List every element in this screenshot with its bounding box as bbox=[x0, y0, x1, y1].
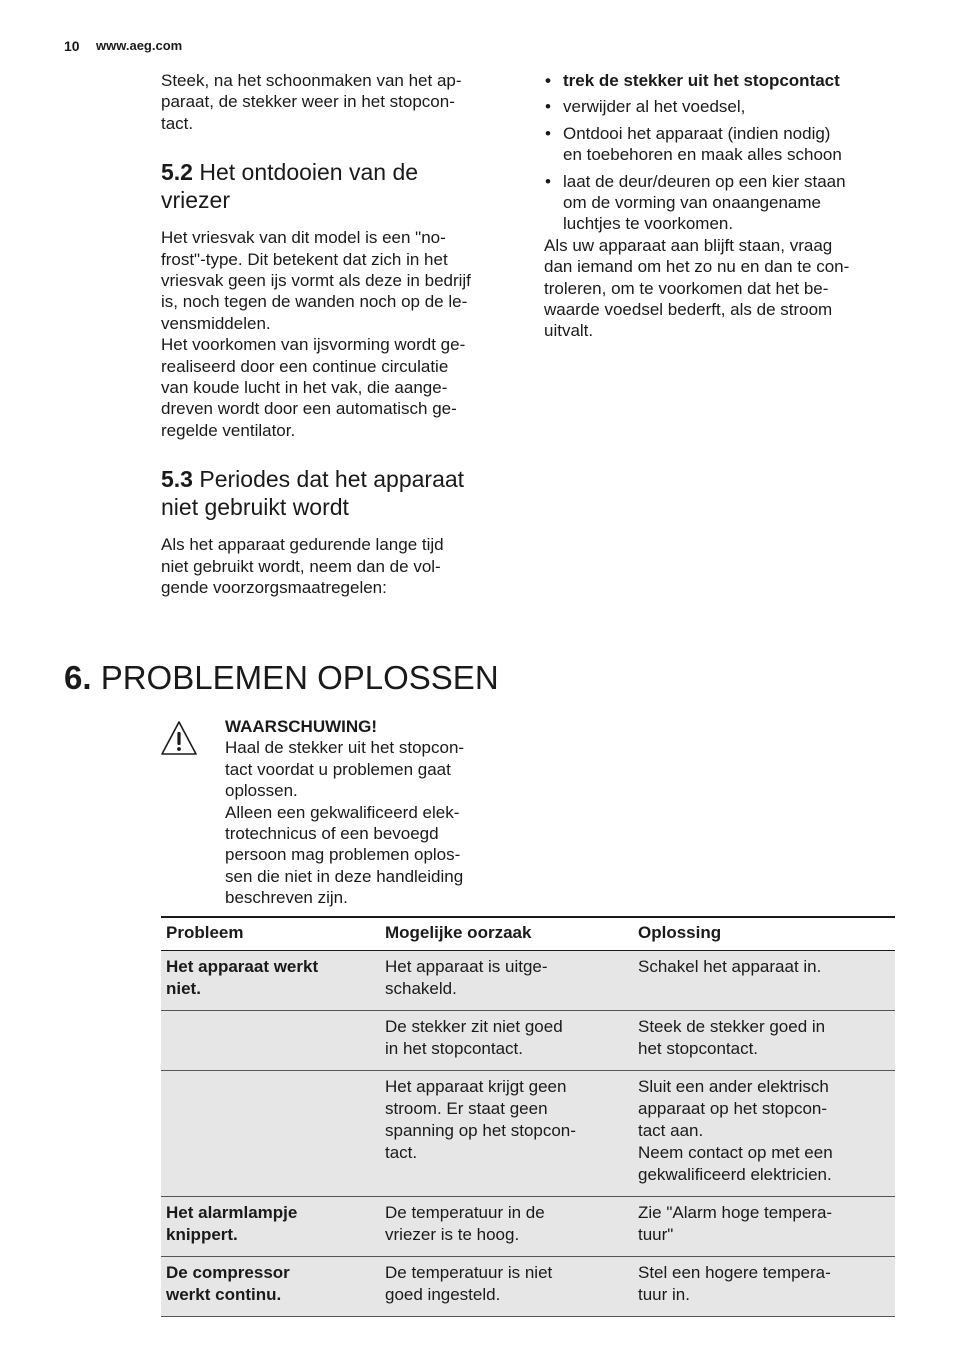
header-probleem: Probleem bbox=[161, 917, 380, 951]
cell-oplossing: Sluit een ander elektrisch apparaat op het stopcon- tact aan. Neem contact op met een gekwalificeerd elektricien. bbox=[633, 1071, 895, 1197]
list-item: • Ontdooi het apparaat (indien nodig) en toebehoren en maak alles schoon bbox=[544, 123, 896, 166]
chapter-number: 6. bbox=[64, 659, 92, 696]
section-5-2-para2: Het voorkomen van ijsvorming wordt ge- realiseerd door een continue circulatie van koude lucht in het vak, die aange- dreven wordt door een automatisch ge- regelde ventilator. bbox=[161, 335, 466, 440]
list-item: • verwijder al het voedsel, bbox=[544, 96, 896, 117]
section-5-2-para1: Het vriesvak van dit model is een "no- frost"-type. Dit betekent dat zich in het vriesvak geen ijs vormt als deze in bedrijf is, noch tegen de wanden noch op de le- vensmiddelen. bbox=[161, 228, 471, 333]
intro-paragraph: Steek, na het schoonmaken van het ap- paraat, de stekker weer in het stopcon- tact. bbox=[161, 71, 462, 133]
cell-oorzaak: Het apparaat is uitge- schakeld. bbox=[380, 951, 633, 1011]
table-row bbox=[161, 1071, 895, 1197]
website-url: www.aeg.com bbox=[96, 38, 183, 53]
list-item: • laat de deur/deuren op een kier staan om de vorming van onaangename luchtjes te voorkomen. bbox=[544, 171, 896, 235]
troubleshooting-table bbox=[161, 916, 895, 1317]
table-row bbox=[161, 951, 895, 1011]
header-oplossing: Oplossing bbox=[633, 917, 895, 951]
section-5-3-heading bbox=[161, 465, 516, 521]
warning-para1: Haal de stekker uit het stopcon- tact voordat u problemen gaat oplossen. bbox=[225, 738, 465, 801]
section-5-3-para: Als het apparaat gedurende lange tijd niet gebruikt wordt, neem dan de vol- gende voorzorgsmaatregelen: bbox=[161, 535, 444, 598]
section-5-3-title-line2: niet gebruikt wordt bbox=[161, 494, 349, 521]
cell-oplossing: Schakel het apparaat in. bbox=[633, 951, 895, 1011]
section-5-3-number: 5.3 bbox=[161, 466, 193, 493]
chapter-title bbox=[64, 657, 499, 699]
cell-oplossing: Steek de stekker goed in het stopcontact. bbox=[633, 1011, 895, 1071]
cell-oorzaak: Het apparaat krijgt geen stroom. Er staat geen spanning op het stopcon- tact. bbox=[380, 1071, 633, 1197]
warning-para2: Alleen een gekwalificeerd elek- trotechnicus of een bevoegd persoon mag problemen oplos- sen die niet in deze handleiding beschreven zijn. bbox=[225, 802, 464, 908]
cell-oplossing: Stel een hogere tempera- tuur in. bbox=[633, 1257, 895, 1317]
header-oorzaak: Mogelijke oorzaak bbox=[380, 917, 633, 951]
cell-oorzaak: De temperatuur is niet goed ingesteld. bbox=[380, 1257, 633, 1317]
cell-oorzaak: De stekker zit niet goed in het stopcontact. bbox=[380, 1011, 633, 1071]
section-5-2-number: 5.2 bbox=[161, 159, 193, 186]
right-column bbox=[544, 70, 896, 342]
table-row bbox=[161, 1197, 895, 1257]
left-column bbox=[161, 70, 516, 599]
cell-probleem bbox=[161, 1011, 380, 1071]
section-5-2-title-line2: vriezer bbox=[161, 187, 231, 214]
warning-triangle-icon bbox=[160, 720, 198, 756]
cell-oplossing: Zie "Alarm hoge tempera- tuur" bbox=[633, 1197, 895, 1257]
table-row bbox=[161, 1011, 895, 1071]
cell-oorzaak: De temperatuur in de vriezer is te hoog. bbox=[380, 1197, 633, 1257]
cell-probleem: Het apparaat werkt niet. bbox=[161, 951, 380, 1011]
cell-probleem: Het alarmlampje knippert. bbox=[161, 1197, 380, 1257]
cell-probleem bbox=[161, 1071, 380, 1197]
list-item: • trek de stekker uit het stopcontact bbox=[544, 70, 896, 91]
section-5-2-heading bbox=[161, 158, 516, 214]
table-header-row bbox=[161, 917, 895, 951]
table-row bbox=[161, 1257, 895, 1317]
chapter-title-text: PROBLEMEN OPLOSSEN bbox=[100, 659, 499, 696]
precaution-list bbox=[544, 70, 896, 235]
warning-block bbox=[225, 716, 515, 909]
section-5-2-title-line1: Het ontdooien van de bbox=[199, 159, 419, 186]
warning-title: WAARSCHUWING! bbox=[225, 717, 378, 736]
page-number: 10 bbox=[64, 38, 80, 54]
right-column-paragraph: Als uw apparaat aan blijft staan, vraag dan iemand om het zo nu en dan te con- troleren, om te voorkomen dat het be- waarde voedsel bederft, als de stroom uitvalt. bbox=[544, 235, 850, 341]
section-5-3-title-line1: Periodes dat het apparaat bbox=[199, 466, 465, 493]
cell-probleem: De compressor werkt continu. bbox=[161, 1257, 380, 1317]
